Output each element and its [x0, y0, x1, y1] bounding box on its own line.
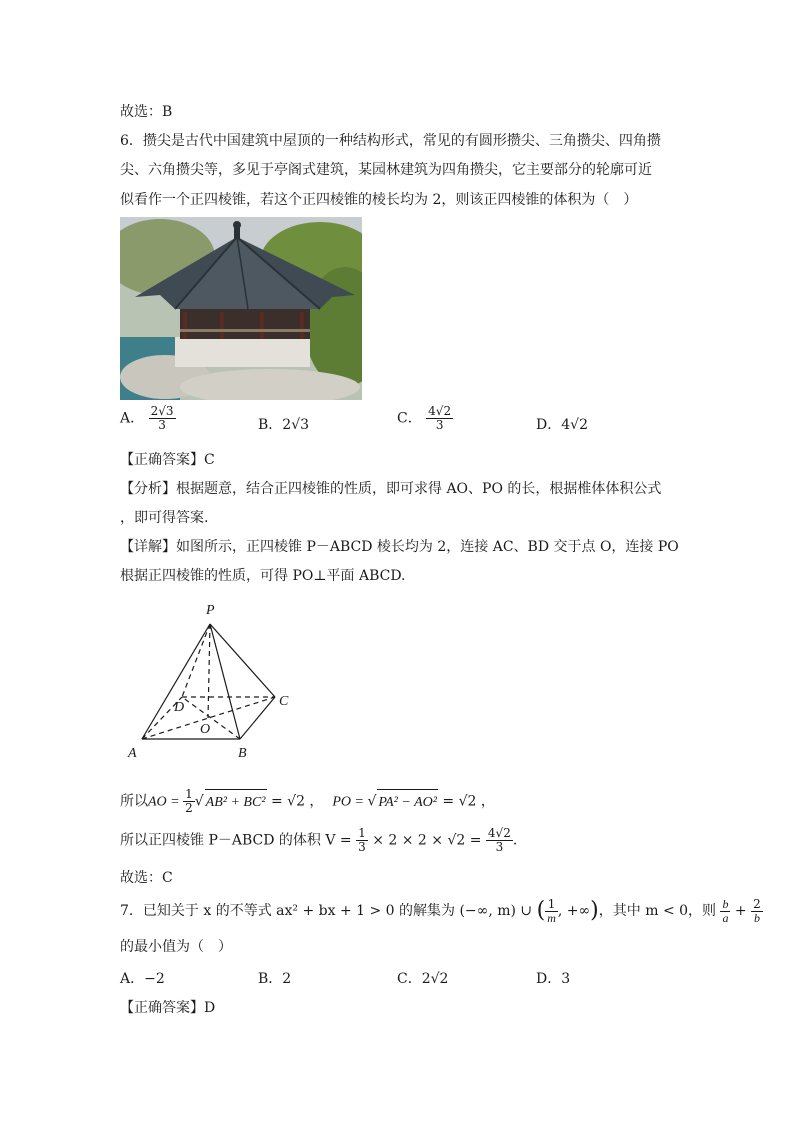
calc1-frac-den: 2 — [185, 801, 193, 815]
q6-option-a-label: A． — [120, 410, 145, 427]
q6-option-c-den: 3 — [435, 418, 444, 432]
q6-option-d-value: 4√2 — [561, 417, 588, 433]
calc2-prefix: 所以正四棱锥 P－ABCD 的体积 V = — [120, 832, 357, 849]
q7-option-d — [536, 968, 570, 988]
center-label-o: O — [200, 722, 211, 737]
calc2-frac-den: 3 — [358, 840, 366, 854]
calc1-sqrt: AB² + BC² — [205, 789, 267, 816]
q7-option-a-value: −2 — [144, 971, 165, 987]
q6-calc-line2 — [120, 827, 517, 854]
calc2-res-den: 3 — [495, 840, 504, 854]
q7-expr-a: a — [722, 910, 729, 925]
q6-option-a-num: 2√3 — [150, 404, 174, 418]
q6-option-c-num: 4√2 — [428, 404, 452, 418]
calc2-end: . — [512, 832, 518, 849]
q6-analysis-line1: 【分析】根据题意，结合正四棱锥的性质，即可求得 AO、PO 的长，根据椎体体积公式 — [120, 481, 662, 497]
q7-option-d-label: D． — [536, 971, 562, 987]
calc1-prefix: 所以 — [120, 793, 148, 810]
pavilion-photo — [120, 217, 362, 400]
q6-detail-line1: 【详解】如图所示，正四棱锥 P－ABCD 棱长均为 2，连接 AC、BD 交于点 O，连接 PO — [120, 539, 679, 555]
pyramid-figure — [120, 597, 310, 767]
q7-expr-plus: + — [730, 903, 752, 919]
q7-prefix: 7．已知关于 x 的不等式 ax² + bx + 1 > 0 的解集为 (−∞, m) ∪ — [120, 903, 537, 919]
q6-option-b-label: B． — [258, 417, 283, 433]
q7-expr-2: 2 — [753, 896, 761, 911]
calc1-po-eq: = √2 ， — [437, 793, 495, 810]
calc1-frac-num: 1 — [185, 787, 193, 801]
calc2-frac-num: 1 — [358, 826, 366, 840]
calc2-mid: × 2 × 2 × √2 = — [367, 832, 486, 849]
q7-option-c-value: 2√2 — [421, 971, 449, 987]
q7-mid: ，其中 m < 0，则 — [598, 903, 721, 919]
q6-correct-answer: 【正确答案】C — [120, 452, 215, 468]
calc1-ao: AO = — [148, 794, 184, 810]
q6-option-c — [397, 405, 453, 432]
q6-option-d — [536, 414, 588, 434]
q7-option-d-value: 3 — [561, 971, 571, 987]
q7-text-line1: 7．已知关于 x 的不等式 ax² + bx + 1 > 0 的解集为 (−∞, m) ∪ ( $\frac{1}{m}$ , +∞)，其中 m < 0，则 $\frac{b}{a}$ + $\frac{2}{b}$ — [120, 896, 761, 925]
vertex-label-b: B — [238, 746, 247, 761]
prev-answer: 故选：B — [120, 104, 173, 120]
calc2-res-num: 4√2 — [487, 826, 511, 840]
q7-option-b — [258, 968, 291, 988]
q6-option-a — [120, 405, 176, 432]
q7-expr-b2: b — [753, 910, 760, 925]
q6-option-c-label: C． — [397, 410, 422, 427]
vertex-label-d: D — [174, 700, 185, 715]
q7-set-frac-den: m — [547, 910, 556, 925]
q7-expr-b: b — [722, 896, 729, 911]
q7-option-a — [120, 968, 165, 988]
q6-text-line3: 似看作一个正四棱锥，若这个正四棱锥的棱长均为 2，则该正四棱锥的体积为（ ） — [120, 192, 638, 208]
calc1-eq: = √2 ， — [266, 793, 324, 810]
q7-option-c — [397, 968, 448, 988]
q6-option-d-label: D． — [536, 417, 562, 433]
q6-option-b — [258, 414, 309, 434]
q6-detail-line2: 根据正四棱锥的性质，可得 PO⊥平面 ABCD. — [120, 568, 406, 584]
q7-correct-answer: 【正确答案】D — [120, 1000, 216, 1016]
q6-text-line1: 6．攒尖是古代中国建筑中屋顶的一种结构形式，常见的有圆形攒尖、三角攒尖、四角攒 — [120, 133, 661, 149]
q7-text-line2: 的最小值为（ ） — [120, 939, 232, 955]
q7-set-frac-num: 1 — [545, 898, 558, 912]
q6-analysis-line2: ，即可得答案. — [120, 510, 209, 526]
q6-answer-line: 故选：C — [120, 870, 173, 886]
calc1-po: PO = — [332, 794, 368, 810]
q7-set-end: , +∞ — [557, 903, 591, 919]
q6-option-a-den: 3 — [158, 418, 166, 432]
q6-option-b-value: 2√3 — [282, 417, 310, 433]
q6-text-line2: 尖、六角攒尖等，多见于亭阁式建筑，某园林建筑为四角攒尖，它主要部分的轮廓可近 — [120, 162, 652, 178]
q7-option-b-value: 2 — [282, 971, 292, 987]
calc1-po-sqrt: PA² − AO² — [377, 789, 438, 816]
q6-calc-line1: 所以AO = $\frac{1}{2}$ √ AB² + BC² = √2 ， PO = √ PA² − AO² = √2 ， — [120, 787, 495, 815]
q7-option-a-label: A． — [120, 971, 145, 987]
q7-option-c-label: C． — [397, 971, 422, 987]
q7-option-b-label: B． — [258, 971, 283, 987]
vertex-label-p: P — [206, 603, 215, 618]
vertex-label-a: A — [128, 746, 137, 761]
vertex-label-c: C — [279, 694, 289, 709]
